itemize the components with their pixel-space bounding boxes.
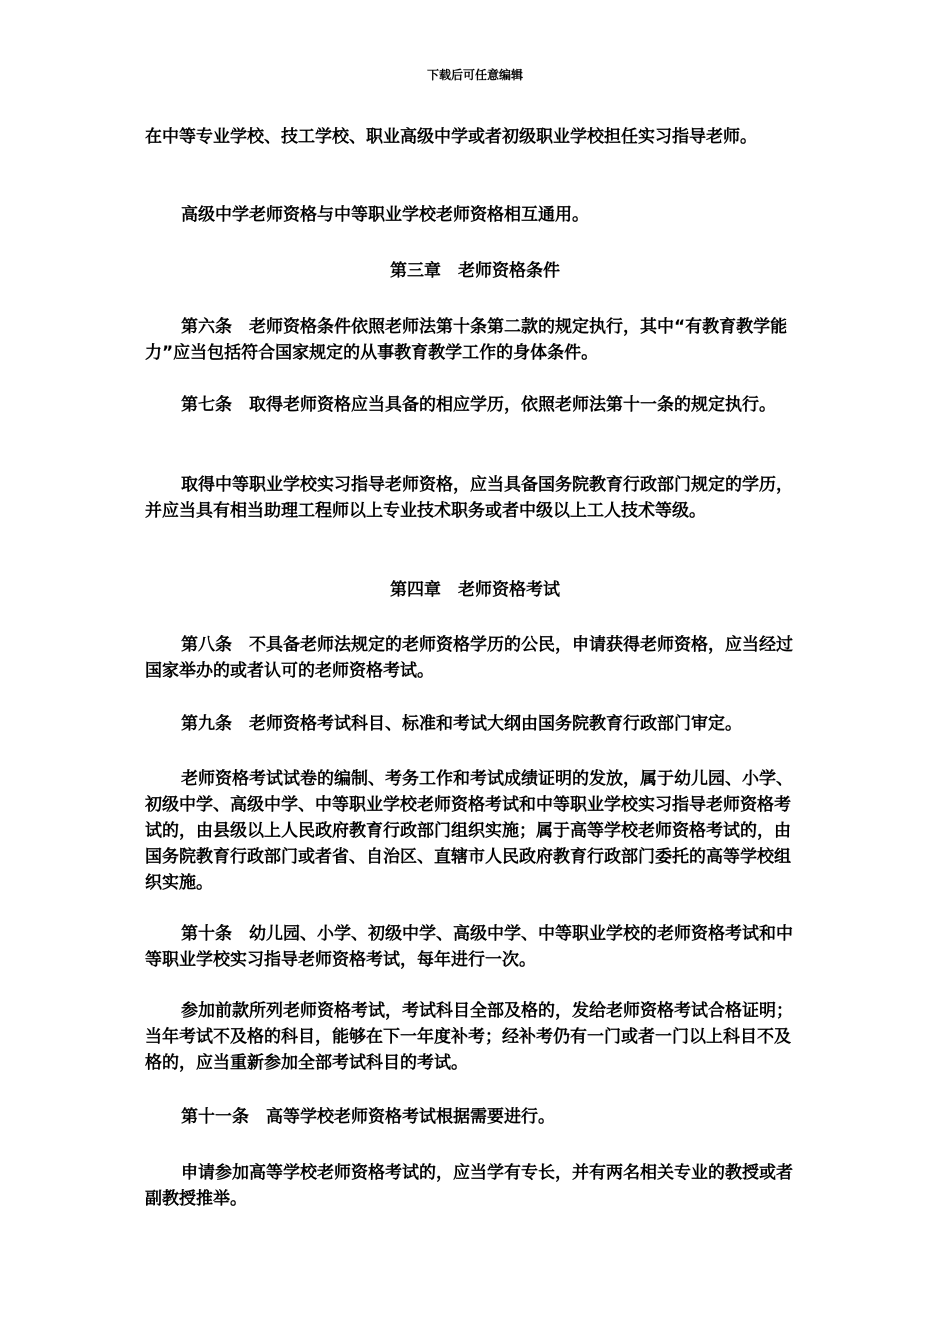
paragraph-vocational-instructor-requirements: 取得中等职业学校实习指导老师资格，应当具备国务院教育行政部门规定的学历，并应当具有相当助理工程师以上专业技术职务或者中级以上工人技术等级。 <box>145 475 793 521</box>
paragraph-exam-organization: 老师资格考试试卷的编制、考务工作和考试成绩证明的发放，属于幼儿园、小学、初级中学、高级中学、中等职业学校老师资格考试和中等职业学校实习指导老师资格考试的，由县级以上人民政府教育行政部门组织实施；属于高等学校老师资格考试的，由国务院教育行政部门或者省、自治区、直辖市人民政府教育行政部门委托的高等学校组织实施。 <box>145 769 793 893</box>
article-11: 第十一条 高等学校老师资格考试根据需要进行。 <box>181 1107 555 1127</box>
article-6: 第六条 老师资格条件依照老师法第十条第二款的规定执行，其中“有教育教学能力”应当包括符合国家规定的从事教育教学工作的身体条件。 <box>145 317 788 363</box>
article-8: 第八条 不具备老师法规定的老师资格学历的公民，申请获得老师资格，应当经过国家举办的或者认可的老师资格考试。 <box>145 635 793 681</box>
paragraph-intro-continuation: 在中等专业学校、技工学校、职业高级中学或者初级职业学校担任实习指导老师。 <box>145 127 757 147</box>
article-9: 第九条 老师资格考试科目、标准和考试大纲由国务院教育行政部门审定。 <box>181 714 742 734</box>
chapter-heading-4: 第四章 老师资格考试 <box>390 580 560 600</box>
paragraph-general-equivalence: 高级中学老师资格与中等职业学校老师资格相互通用。 <box>181 205 589 225</box>
paragraph-higher-education-recommendation: 申请参加高等学校老师资格考试的，应当学有专长，并有两名相关专业的教授或者副教授推举。 <box>145 1163 793 1209</box>
page-header-note: 下载后可任意编辑 <box>426 68 523 82</box>
article-10: 第十条 幼儿园、小学、初级中学、高级中学、中等职业学校的老师资格考试和中等职业学校实习指导老师资格考试，每年进行一次。 <box>145 924 793 970</box>
paragraph-exam-pass-certificate: 参加前款所列老师资格考试，考试科目全部及格的，发给老师资格考试合格证明；当年考试不及格的科目，能够在下一年度补考；经补考仍有一门或者一门以上科目不及格的，应当重新参加全部考试科目的考试。 <box>145 1001 793 1073</box>
chapter-heading-3: 第三章 老师资格条件 <box>390 261 560 281</box>
article-7: 第七条 取得老师资格应当具备的相应学历，依照老师法第十一条的规定执行。 <box>181 395 776 415</box>
